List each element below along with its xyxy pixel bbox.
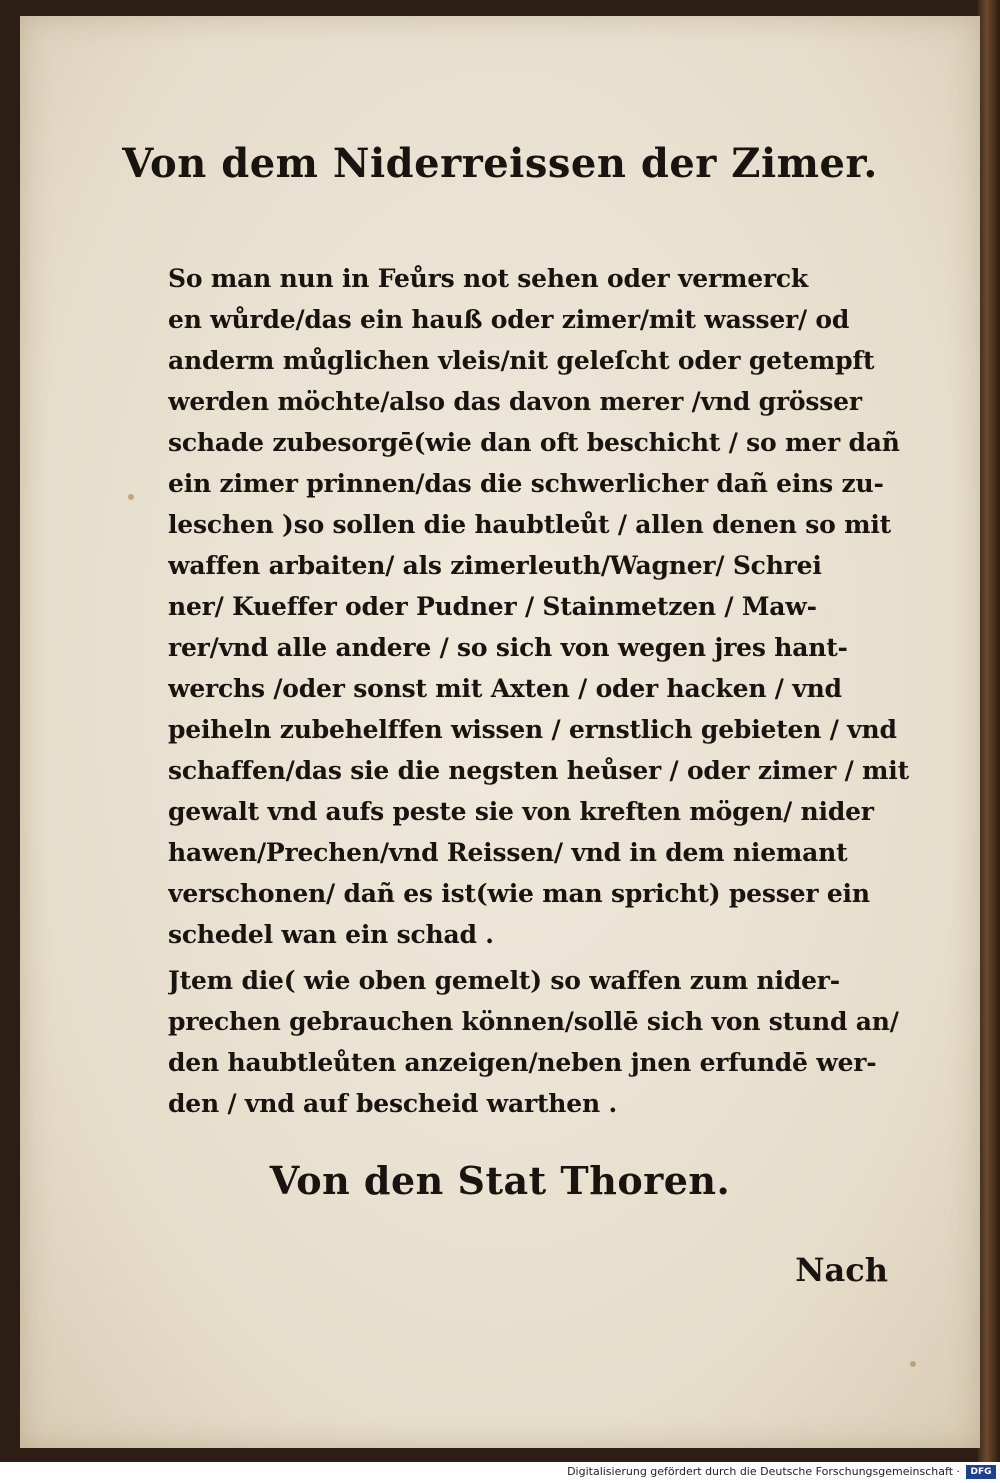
dfg-logo-icon: DFG bbox=[966, 1465, 996, 1479]
text-line: rer/vnd alle andere / so sich von wegen jres hant- bbox=[168, 633, 848, 662]
text-line: verschonen/ dañ es ist(wie man spricht) pesser ein bbox=[168, 879, 870, 908]
text-line: werden möchte/also das davon merer /vnd grösser bbox=[168, 387, 862, 416]
paragraph-2 bbox=[168, 960, 928, 1124]
section-heading-2: Von den Stat Thoren. bbox=[269, 1158, 731, 1203]
text-line: den / vnd auf bescheid warthen . bbox=[168, 1089, 617, 1118]
ink-spot bbox=[910, 1361, 916, 1367]
text-line: schaffen/das sie die negsten heůser / oder zimer / mit bbox=[168, 756, 909, 785]
text-line: en wůrde/das ein hauß oder zimer/mit wasser/ od bbox=[168, 305, 850, 334]
book-edge bbox=[978, 0, 1000, 1462]
text-line: den haubtleůten anzeigen/neben jnen erfundē wer- bbox=[168, 1048, 877, 1077]
text-line: Jtem die( wie oben gemelt) so waffen zum nider- bbox=[168, 966, 840, 995]
text-line: ner/ Kueffer oder Pudner / Stainmetzen / Maw- bbox=[168, 592, 817, 621]
text-line: anderm můglichen vleis/nit geleſcht oder getempft bbox=[168, 346, 875, 375]
text-line: werchs /oder sonst mit Axten / oder hacken / vnd bbox=[168, 674, 842, 703]
text-line: schedel wan ein schad . bbox=[168, 920, 494, 949]
text-line: So man nun in Feůrs not sehen oder vermerck bbox=[168, 264, 809, 293]
text-line: hawen/Prechen/vnd Reissen/ vnd in dem niemant bbox=[168, 838, 848, 867]
text-line: gewalt vnd aufs peste sie von kreften mögen/ nider bbox=[168, 797, 874, 826]
text-line: waffen arbaiten/ als zimerleuth/Wagner/ Schrei bbox=[168, 551, 822, 580]
text-line: leschen )so sollen die haubtleůt / allen denen so mit bbox=[168, 510, 891, 539]
text-line: schade zubesorgē(wie dan oft beschicht / so mer dañ bbox=[168, 428, 900, 457]
text-line: prechen gebrauchen können/sollē sich von stund an/ bbox=[168, 1007, 899, 1036]
ink-spot bbox=[128, 494, 134, 500]
catchword: Nach bbox=[795, 1251, 888, 1289]
funding-credit: Digitalisierung gefördert durch die Deutsche Forschungsgemeinschaft · bbox=[567, 1465, 960, 1478]
text-line: ein zimer prinnen/das die schwerlicher dañ eins zu- bbox=[168, 469, 884, 498]
paragraph-1 bbox=[168, 258, 928, 955]
text-line: peiheln zubehelffen wissen / ernstlich gebieten / vnd bbox=[168, 715, 897, 744]
book-page bbox=[20, 16, 980, 1448]
section-heading: Von dem Niderreissen der Zimer. bbox=[122, 140, 878, 187]
footer-bar bbox=[0, 1462, 1000, 1483]
